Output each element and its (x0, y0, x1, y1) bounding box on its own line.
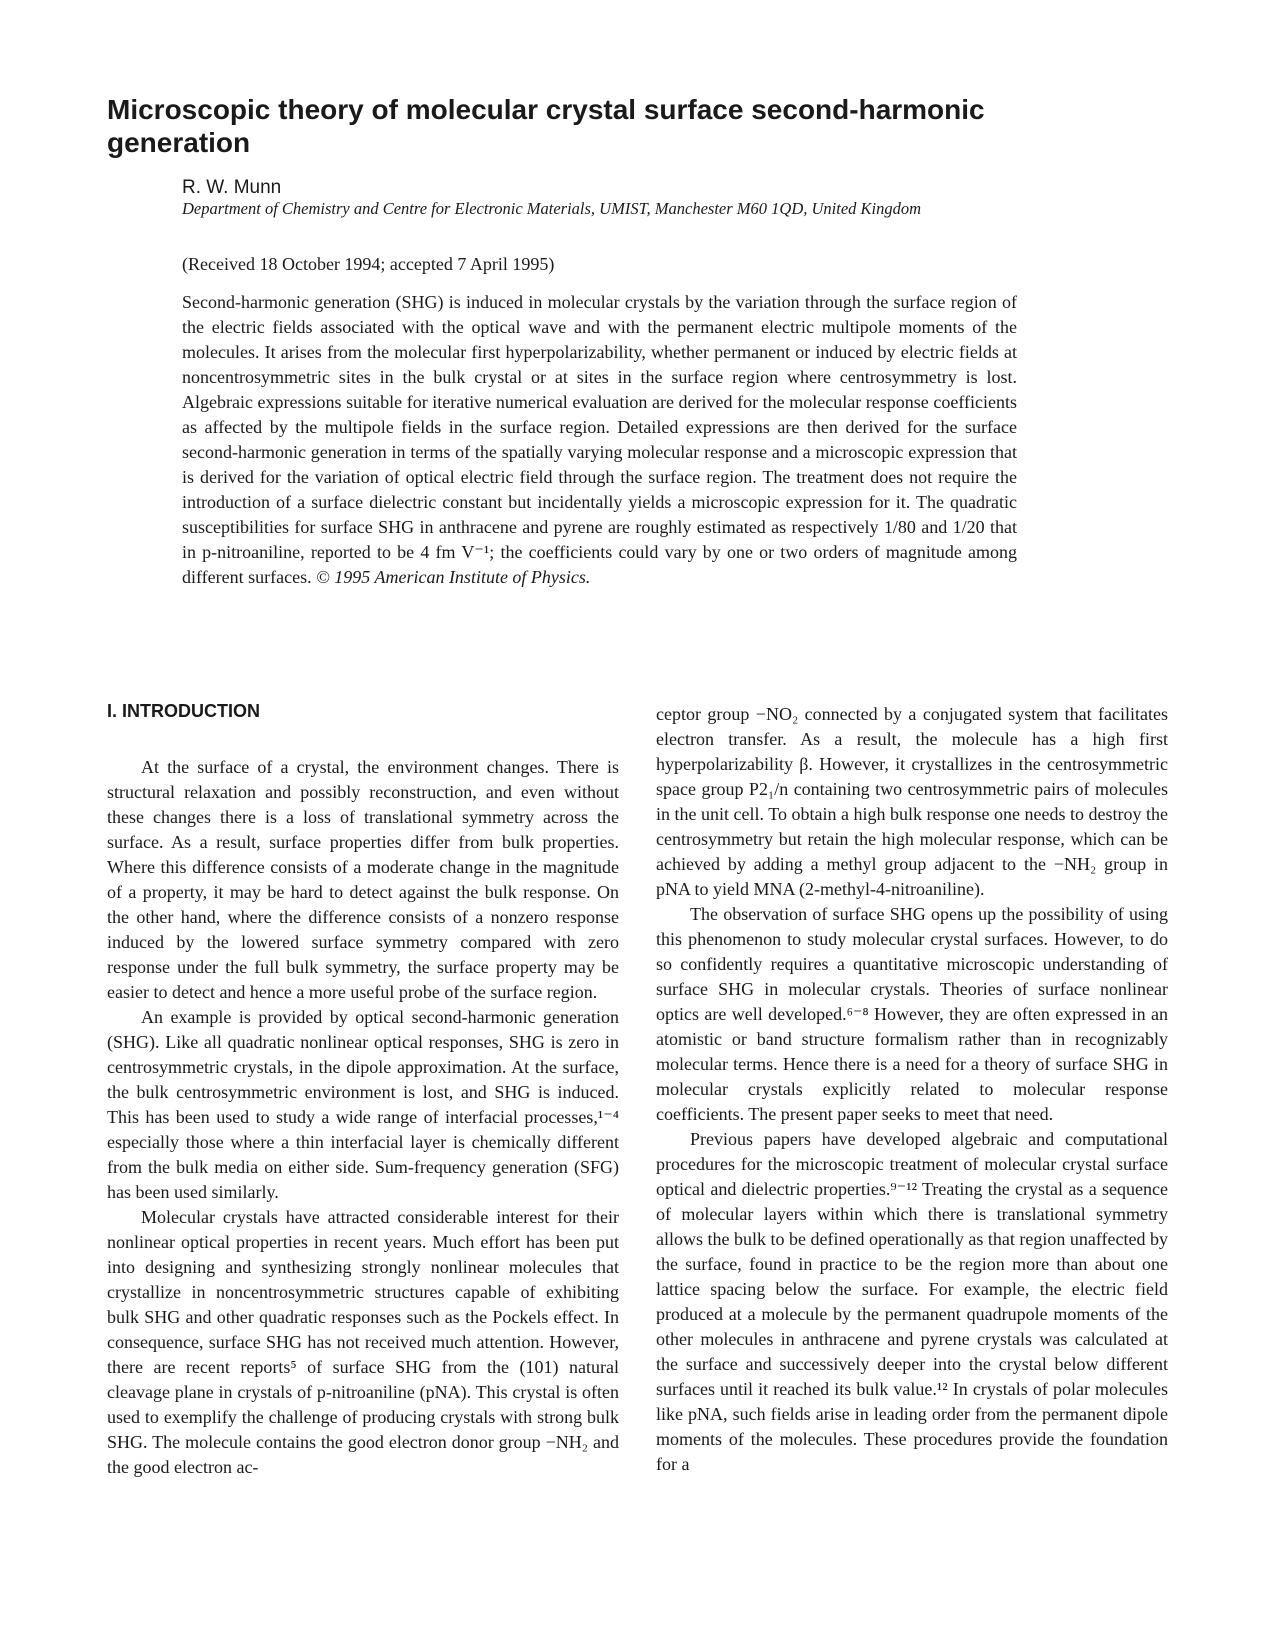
paragraph: The observation of surface SHG opens up the possibility of using this phenomenon to study molecular crystal surfaces. However, to do so confidently requires a quantitative microscopic understanding of surface SHG in molecular crystals. Theories of surface nonlinear optics are well developed.⁶⁻⁸ However, they are often expressed in an atomistic or band structure formalism rather than in recognizably molecular terms. Hence there is a need for a theory of surface SHG in molecular crystals explicitly related to molecular response coefficients. The present paper seeks to meet that need. (656, 904, 1168, 1124)
abstract-text: Second-harmonic generation (SHG) is induced in molecular crystals by the variation through the surface region of the electric fields associated with the optical wave and with the permanent electric multipole moments of the molecules. It arises from the molecular first hyperpolarizability, whether permanent or induced by electric fields at noncentrosymmetric sites in the bulk crystal or at sites in the surface region where centrosymmetry is lost. Algebraic expressions suitable for iterative numerical evaluation are derived for the molecular response coefficients as affected by the multipole fields in the surface region. Detailed expressions are then derived for the surface second-harmonic generation in terms of the spatially varying molecular response and a microscopic expression that is derived for the variation of optical electric field through the surface region. The treatment does not require the introduction of a surface dielectric constant but incidentally yields a microscopic expression for it. The quadratic susceptibilities for surface SHG in anthracene and pyrene are roughly estimated as respectively 1/80 and 1/20 that in p-nitroaniline, reported to be 4 fm V⁻¹; the coefficients could vary by one or two orders of magnitude among different surfaces. (182, 292, 1017, 587)
author-affiliation: Department of Chemistry and Centre for Electronic Materials, UMIST, Manchester M60 1QD, United Kingdom (182, 199, 922, 218)
section-heading: I. INTRODUCTION (107, 701, 260, 721)
right-column (656, 702, 1168, 1477)
copyright-notice: © 1995 American Institute of Physics. (316, 567, 591, 587)
abstract (182, 290, 1017, 590)
paragraph: At the surface of a crystal, the environment changes. There is structural relaxation and possibly reconstruction, and even without these changes there is a loss of translational symmetry across the surface. As a result, surface properties differ from bulk properties. Where this difference consists of a moderate change in the magnitude of a property, it may be hard to detect against the bulk response. On the other hand, where the difference consists of a nonzero response induced by the lowered surface symmetry compared with zero response under the full bulk symmetry, the surface property may be easier to detect and hence a more useful probe of the surface region. (107, 757, 619, 1002)
left-column (107, 700, 619, 1480)
paper-title: Microscopic theory of molecular crystal surface second-harmonic generation (107, 94, 985, 158)
paragraph: Previous papers have developed algebraic and computational procedures for the microscopic treatment of molecular crystal surface optical and dielectric properties.⁹⁻¹² Treating the crystal as a sequence of molecular layers within which there is translational symmetry allows the bulk to be defined operationally as that region unaffected by the surface, found in practice to be the region more than about one lattice spacing below the surface. For example, the electric field produced at a molecule by the permanent quadrupole moments of the other molecules in anthracene and pyrene crystals was calculated at the surface and successively deeper into the crystal below different surfaces until it reached its bulk value.¹² In crystals of polar molecules like pNA, such fields arise in leading order from the permanent dipole moments of the molecules. These procedures provide the foundation for a (656, 1129, 1169, 1474)
author-name: R. W. Munn (182, 177, 282, 198)
paragraph: ceptor group −NO₂ connected by a conjugated system that facilitates electron transfer. As a result, the molecule has a high first hyperpolarizability β. However, it crystallizes in the centrosymmetric space group P2₁/n containing two centrosymmetric pairs of molecules in the unit cell. To obtain a high bulk response one needs to destroy the centrosymmetry but retain the high molecular response, which can be achieved by adding a methyl group adjacent to the −NH₂ group in pNA to yield MNA (2-methyl-4-nitroaniline). (656, 704, 1168, 899)
received-dates: (Received 18 October 1994; accepted 7 April 1995) (182, 254, 555, 274)
paragraph: Molecular crystals have attracted considerable interest for their nonlinear optical properties in recent years. Much effort has been put into designing and synthesizing strongly nonlinear molecules that crystallize in noncentrosymmetric structures capable of exhibiting bulk SHG and other quadratic responses such as the Pockels effect. In consequence, surface SHG has not received much attention. However, there are recent reports⁵ of surface SHG from the (101) natural cleavage plane in crystals of p-nitroaniline (pNA). This crystal is often used to exemplify the challenge of producing crystals with strong bulk SHG. The molecule contains the good electron donor group −NH₂ and the good electron ac- (107, 1207, 619, 1477)
paragraph: An example is provided by optical second-harmonic generation (SHG). Like all quadratic nonlinear optical responses, SHG is zero in centrosymmetric crystals, in the dipole approximation. At the surface, the bulk centrosymmetric environment is lost, and SHG is induced. This has been used to study a wide range of interfacial processes,¹⁻⁴ especially those where a thin interfacial layer is chemically different from the bulk media on either side. Sum-frequency generation (SFG) has been used similarly. (107, 1007, 619, 1202)
